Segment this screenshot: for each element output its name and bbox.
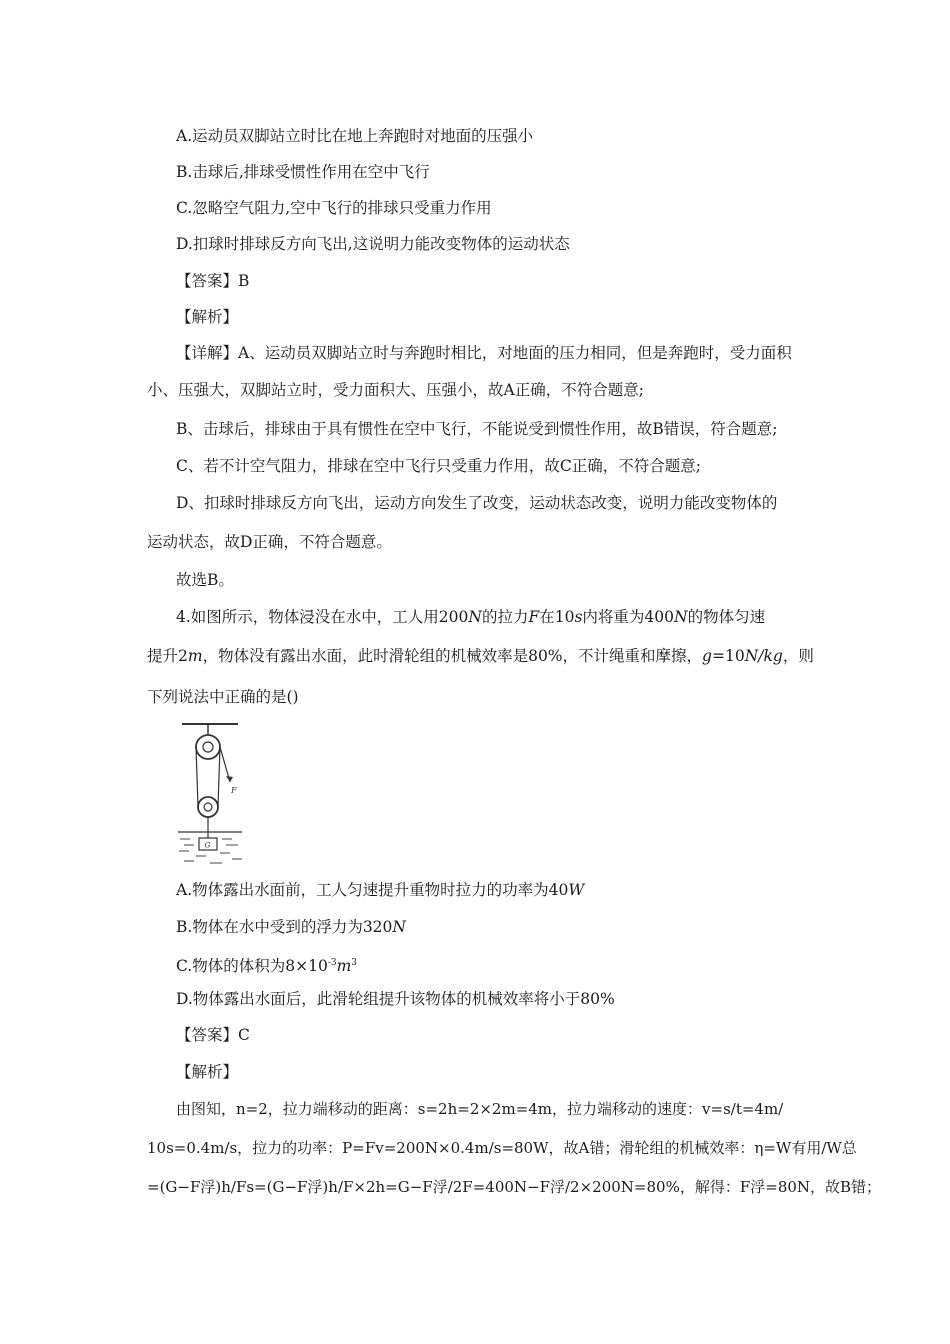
q3-detail-a-line2: 小、压强大，双脚站立时，受力面积大、压强小，故A正确，不符合题意;	[147, 381, 644, 399]
movable-pulley-hub	[204, 803, 212, 811]
q4-analysis-label: 【解析】	[176, 1063, 239, 1081]
rope-middle	[218, 747, 220, 807]
q3-detail-a-line1: 【详解】A、运动员双脚站立时与奔跑时相比，对地面的压力相同，但是奔跑时，受力面积	[176, 344, 792, 362]
q4-option-b: B.物体在水中受到的浮力为320N	[176, 918, 406, 936]
q4-solution-line1: 由图知，n=2，拉力端移动的距离：s=2h=2×2m=4m，拉力端移动的速度：v=s/t=4m/	[176, 1100, 784, 1118]
force-label: F	[231, 786, 237, 795]
q4-option-c: C.物体的体积为$8\times 10^{-3}m^3$	[176, 957, 358, 975]
q3-detail-b: B、击球后，排球由于具有惯性在空中飞行，不能说受到惯性作用，故B错误，符合题意;	[176, 420, 778, 438]
q3-answer: 【答案】B	[176, 272, 250, 290]
q4-stem-line2: 提升2m，物体没有露出水面，此时滑轮组的机械效率是80%，不计绳重和摩擦，g=10N/kg，则	[147, 647, 814, 665]
q3-option-d: D.扣球时排球反方向飞出,这说明力能改变物体的运动状态	[176, 235, 570, 253]
q3-option-c: C.忽略空气阻力,空中飞行的排球只受重力作用	[176, 199, 492, 217]
q4-option-d: D.物体露出水面后，此滑轮组提升该物体的机械效率将小于80%	[176, 990, 615, 1008]
q4-solution-line2: 10s=0.4m/s，拉力的功率：P=Fv=200N×0.4m/s=80W，故A错；滑轮组的机械效率：η=W有用/W总	[147, 1139, 857, 1157]
q4-stem-line3: 下列说法中正确的是()	[147, 688, 299, 706]
movable-pulley	[198, 797, 218, 817]
q3-detail-d-line2: 运动状态，故D正确，不符合题意。	[147, 533, 392, 551]
q4-stem-line1: 4.如图所示，物体浸没在水中，工人用200N的拉力F在10s内将重为400N的物体匀速	[176, 608, 766, 626]
q3-option-b: B.击球后,排球受惯性作用在空中飞行	[176, 163, 430, 181]
fixed-pulley	[196, 735, 220, 759]
object-label: G	[204, 840, 211, 850]
q3-detail-d-line1: D、扣球时排球反方向飞出，运动方向发生了改变，运动状态改变，说明力能改变物体的	[176, 494, 778, 512]
q4-option-a: A.物体露出水面前，工人匀速提升重物时拉力的功率为40W	[176, 881, 585, 899]
q4-solution-line3: =(G−F浮)h/Fs=(G−F浮)h/F×2h=G−F浮/2F=400N−F浮/2×200N=80%，解得：F浮=80N，故B错；	[147, 1178, 882, 1196]
q3-option-a: A.运动员双脚站立时比在地上奔跑时对地面的压强小	[176, 127, 534, 145]
pulley-diagram	[176, 720, 246, 870]
q4-answer: 【答案】C	[176, 1026, 250, 1044]
pull-arrow	[226, 776, 233, 782]
fixed-pulley-hub	[203, 742, 213, 752]
rope-left	[196, 747, 198, 807]
q3-analysis-label: 【解析】	[176, 308, 239, 326]
q3-choice: 故选B。	[176, 571, 234, 589]
q3-detail-c: C、若不计空气阻力，排球在空中飞行只受重力作用，故C正确，不符合题意;	[176, 457, 701, 475]
